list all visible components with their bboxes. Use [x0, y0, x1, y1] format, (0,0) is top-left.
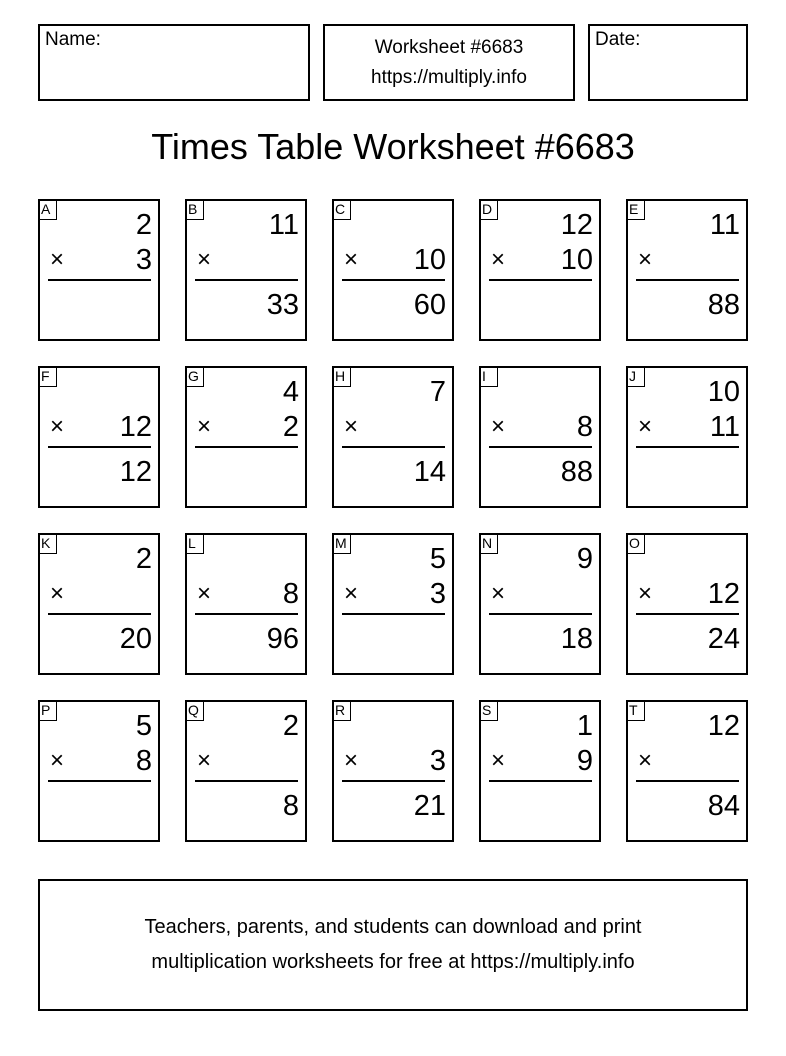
multiplier: 8	[135, 745, 152, 777]
product-answer: 84	[707, 790, 740, 822]
problem-card-a	[38, 199, 160, 341]
multiplier: 12	[119, 411, 152, 443]
problem-letter: C	[333, 200, 351, 220]
times-sign: ×	[491, 747, 506, 774]
multiplier: 3	[429, 745, 446, 777]
product-answer: 96	[266, 623, 299, 655]
product-answer: 88	[707, 289, 740, 321]
answer-rule	[48, 613, 151, 615]
times-sign: ×	[638, 747, 653, 774]
times-sign: ×	[491, 413, 506, 440]
problem-letter: I	[480, 367, 498, 387]
answer-rule	[636, 613, 739, 615]
multiplier: 10	[560, 244, 593, 276]
problem-card-i	[479, 366, 601, 508]
problem-card-g	[185, 366, 307, 508]
problem-card-q	[185, 700, 307, 842]
product-answer: 12	[119, 456, 152, 488]
multiplier: 10	[413, 244, 446, 276]
answer-rule	[195, 446, 298, 448]
problem-letter: K	[39, 534, 57, 554]
footer-text-line-2: multiplication worksheets for free at https://multiply.info	[151, 951, 635, 973]
times-sign: ×	[197, 747, 212, 774]
problem-letter: G	[186, 367, 204, 387]
answer-rule	[48, 780, 151, 782]
times-sign: ×	[638, 246, 653, 273]
problem-letter: N	[480, 534, 498, 554]
multiplier: 9	[576, 745, 593, 777]
problem-card-s	[479, 700, 601, 842]
times-sign: ×	[638, 580, 653, 607]
multiplier: 2	[282, 411, 299, 443]
problem-card-j	[626, 366, 748, 508]
footer-box	[38, 879, 748, 1011]
answer-rule	[489, 279, 592, 281]
multiplicand: 2	[282, 710, 299, 742]
name-label: Name:	[45, 29, 101, 50]
problem-card-l	[185, 533, 307, 675]
worksheet-url: https://multiply.info	[371, 67, 527, 88]
answer-rule	[48, 446, 151, 448]
times-sign: ×	[344, 580, 359, 607]
multiplier: 3	[135, 244, 152, 276]
problem-letter: S	[480, 701, 498, 721]
times-sign: ×	[197, 580, 212, 607]
problem-letter: M	[333, 534, 351, 554]
multiplicand: 12	[707, 710, 740, 742]
problem-card-f	[38, 366, 160, 508]
problem-letter: J	[627, 367, 645, 387]
problem-card-e	[626, 199, 748, 341]
problem-letter: F	[39, 367, 57, 387]
problem-letter: P	[39, 701, 57, 721]
problem-letter: E	[627, 200, 645, 220]
footer-text-line-1: Teachers, parents, and students can download and print	[144, 916, 642, 938]
problem-letter: T	[627, 701, 645, 721]
problem-card-o	[626, 533, 748, 675]
times-sign: ×	[344, 413, 359, 440]
times-sign: ×	[197, 413, 212, 440]
answer-rule	[48, 279, 151, 281]
problem-letter: L	[186, 534, 204, 554]
times-sign: ×	[344, 747, 359, 774]
problem-letter: R	[333, 701, 351, 721]
product-answer: 21	[413, 790, 446, 822]
multiplicand: 12	[560, 209, 593, 241]
page-title: Times Table Worksheet #6683	[151, 126, 635, 167]
problem-card-d	[479, 199, 601, 341]
problem-card-r	[332, 700, 454, 842]
times-sign: ×	[50, 246, 65, 273]
problem-card-t	[626, 700, 748, 842]
problem-card-m	[332, 533, 454, 675]
answer-rule	[195, 780, 298, 782]
product-answer: 20	[119, 623, 152, 655]
multiplicand: 2	[135, 209, 152, 241]
product-answer: 18	[560, 623, 593, 655]
product-answer: 88	[560, 456, 593, 488]
product-answer: 14	[413, 456, 446, 488]
times-sign: ×	[491, 246, 506, 273]
multiplicand: 1	[576, 710, 593, 742]
answer-rule	[342, 446, 445, 448]
times-sign: ×	[50, 413, 65, 440]
problem-letter: O	[627, 534, 645, 554]
multiplicand: 5	[429, 543, 446, 575]
multiplier: 8	[282, 578, 299, 610]
product-answer: 60	[413, 289, 446, 321]
times-sign: ×	[50, 580, 65, 607]
multiplier: 12	[707, 578, 740, 610]
multiplicand: 7	[429, 376, 446, 408]
answer-rule	[636, 446, 739, 448]
problem-card-c	[332, 199, 454, 341]
problem-letter: A	[39, 200, 57, 220]
times-sign: ×	[638, 413, 653, 440]
multiplier: 11	[709, 411, 740, 443]
multiplicand: 9	[576, 543, 593, 575]
problem-card-h	[332, 366, 454, 508]
answer-rule	[342, 279, 445, 281]
problem-card-n	[479, 533, 601, 675]
answer-rule	[489, 613, 592, 615]
multiplicand: 2	[135, 543, 152, 575]
times-sign: ×	[344, 246, 359, 273]
problem-card-p	[38, 700, 160, 842]
product-answer: 33	[266, 289, 299, 321]
answer-rule	[636, 279, 739, 281]
multiplicand: 11	[268, 209, 299, 241]
problem-letter: H	[333, 367, 351, 387]
multiplicand: 10	[707, 376, 740, 408]
answer-rule	[489, 780, 592, 782]
problem-card-b	[185, 199, 307, 341]
times-sign: ×	[491, 580, 506, 607]
multiplicand: 4	[282, 376, 299, 408]
answer-rule	[342, 780, 445, 782]
problem-letter: D	[480, 200, 498, 220]
answer-rule	[195, 613, 298, 615]
worksheet-number: Worksheet #6683	[374, 37, 524, 58]
times-sign: ×	[197, 246, 212, 273]
problem-letter: B	[186, 200, 204, 220]
multiplier: 3	[429, 578, 446, 610]
answer-rule	[195, 279, 298, 281]
times-sign: ×	[50, 747, 65, 774]
problem-card-k	[38, 533, 160, 675]
problem-letter: Q	[186, 701, 204, 721]
date-label: Date:	[595, 29, 641, 50]
product-answer: 8	[282, 790, 299, 822]
answer-rule	[489, 446, 592, 448]
multiplicand: 11	[709, 209, 740, 241]
answer-rule	[342, 613, 445, 615]
answer-rule	[636, 780, 739, 782]
multiplier: 8	[576, 411, 593, 443]
product-answer: 24	[707, 623, 740, 655]
multiplicand: 5	[135, 710, 152, 742]
